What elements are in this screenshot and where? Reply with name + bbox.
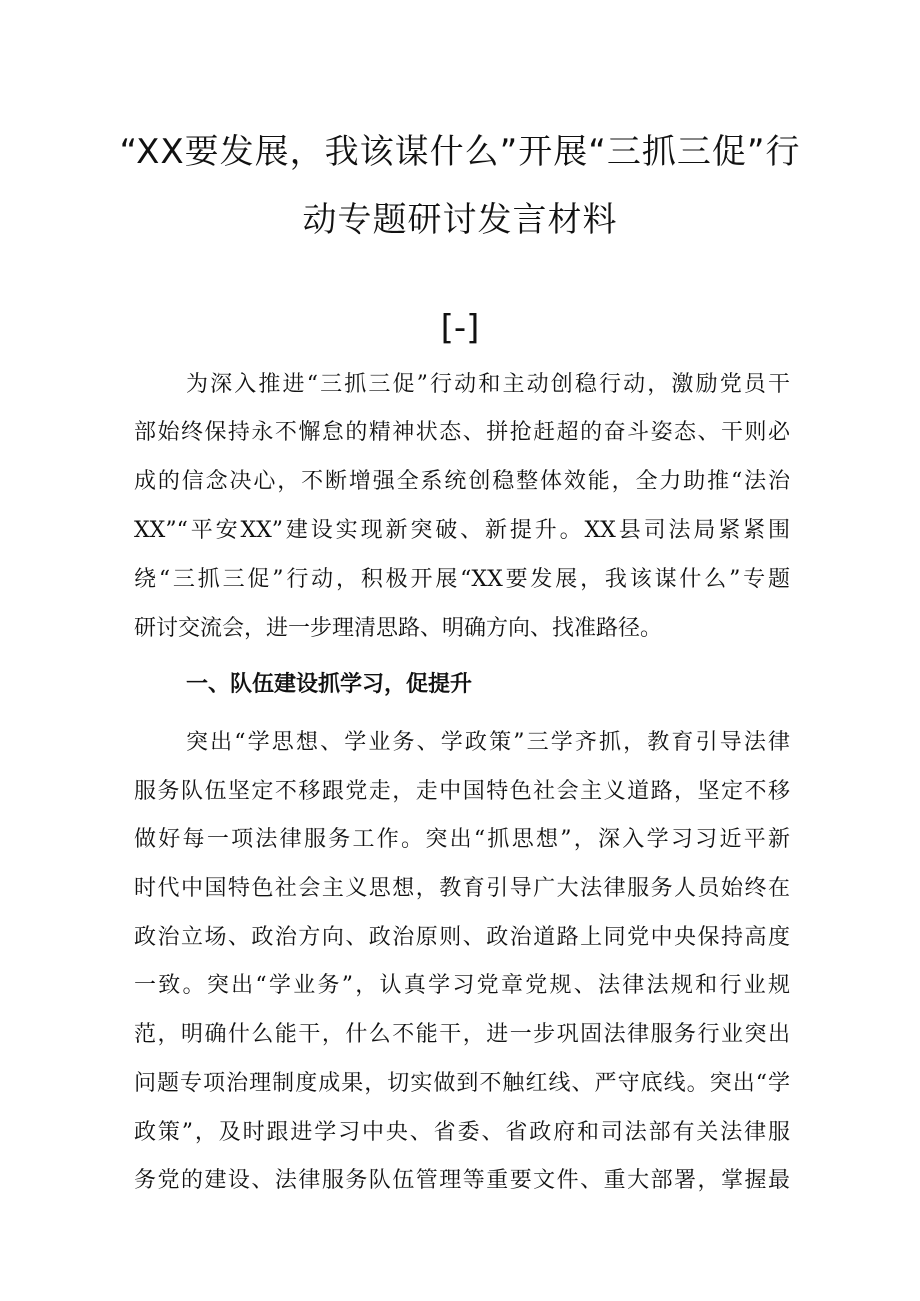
body-line: 政治立场、政治方向、政治原则、政治道路上同党中央保持高度 — [134, 925, 790, 950]
intro-line: 绕“三抓三促”行动，积极开展“XX要发展，我该谋什么”专题 — [134, 567, 790, 592]
intro-line: 成的信念决心，不断增强全系统创稳整体效能，全力助推“法治 — [134, 469, 790, 494]
section-heading-1: 一、队伍建设抓学习，促提升 — [186, 672, 473, 697]
body-line: 问题专项治理制度成果，切实做到不触红线、严守底线。突出“学 — [134, 1071, 790, 1096]
body-line: 突出“学思想、学业务、学政策”三学齐抓，教育引导法律 — [186, 730, 790, 755]
intro-line: 为深入推进“三抓三促”行动和主动创稳行动，激励党员干 — [186, 372, 790, 397]
intro-line: 部始终保持永不懈怠的精神状态、拼抢赶超的奋斗姿态、干则必 — [134, 420, 790, 445]
body-line: 政策”，及时跟进学习中央、省委、省政府和司法部有关法律服 — [134, 1120, 790, 1145]
document-title-line-2: 动专题研讨发言材料 — [302, 200, 618, 240]
intro-line: XX”“平安XX”建设实现新突破、新提升。XX县司法局紧紧围 — [134, 518, 790, 543]
body-line: 服务队伍坚定不移跟党走，走中国特色社会主义道路，坚定不移 — [134, 779, 790, 804]
body-line: 一致。突出“学业务”，认真学习党章党规、法律法规和行业规 — [134, 973, 790, 998]
document-title-line-1: “XX要发展，我该谋什么”开展“三抓三促”行 — [119, 132, 801, 172]
body-line: 做好每一项法律服务工作。突出“抓思想”，深入学习习近平新 — [134, 827, 790, 852]
body-line: 时代中国特色社会主义思想，教育引导广大法律服务人员始终在 — [134, 876, 790, 901]
intro-line: 研讨交流会，进一步理清思路、明确方向、找准路径。 — [134, 616, 663, 641]
body-line: 范，明确什么能干，什么不能干，进一步巩固法律服务行业突出 — [134, 1022, 790, 1047]
section-marker: [-] — [440, 308, 480, 348]
body-line: 务党的建设、法律服务队伍管理等重要文件、重大部署，掌握最 — [134, 1168, 790, 1193]
